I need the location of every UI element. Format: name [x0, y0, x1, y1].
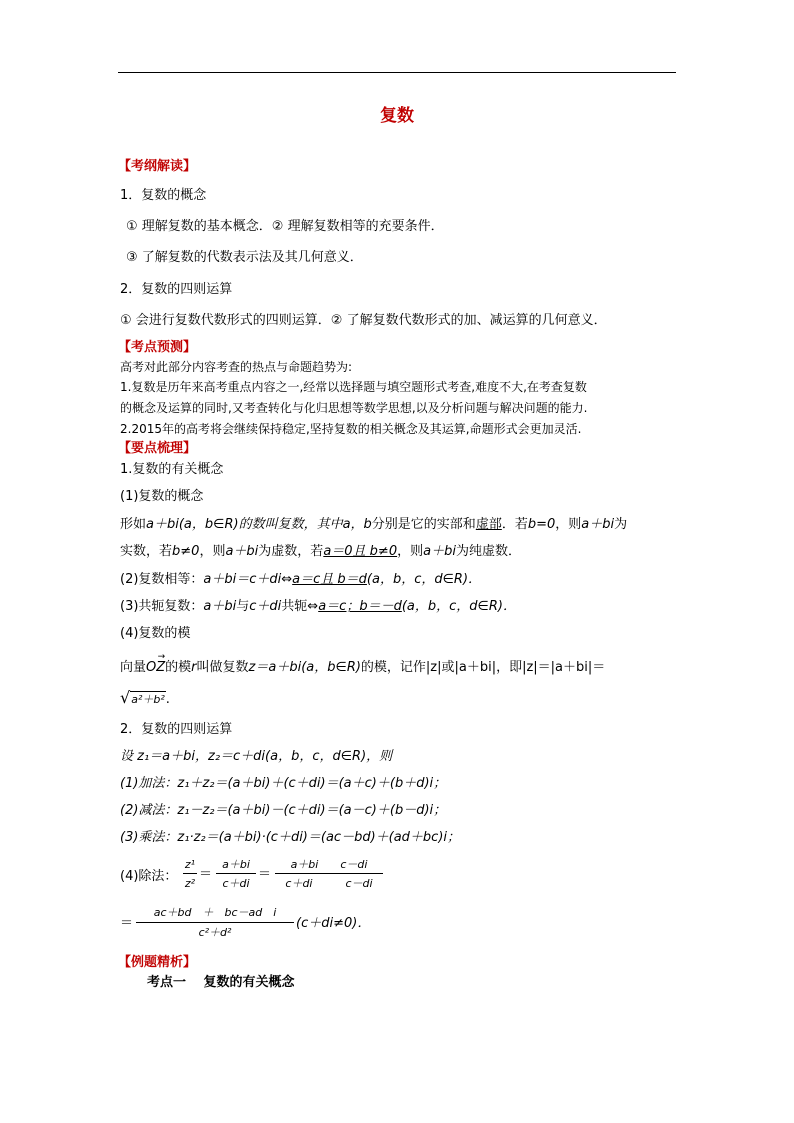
frac-3-denominator: c＋di c－di — [285, 877, 373, 890]
page-title: 复数 — [380, 106, 414, 126]
sqrt-expression — [120, 690, 170, 706]
prediction-line-4: 2.2015年的高考将会继续保持稳定,坚持复数的相关概念及其运算,命题形式会更加灵活. — [120, 422, 582, 436]
equality-line — [120, 573, 481, 586]
math: a＋bi(a，b∈R)的数叫复数，其中 — [146, 517, 343, 532]
frac-4-denominator: c²＋d² — [198, 926, 232, 939]
text: 分别是它的实部和 — [371, 517, 476, 532]
math: a＋bi — [225, 544, 259, 559]
blank-answer: 虚部 — [475, 517, 502, 532]
header-rule — [118, 72, 676, 73]
addition-line: (1)加法：z₁＋z₂＝(a＋bi)＋(c＋di)＝(a＋c)＋(b＋d)i； — [120, 776, 447, 791]
division-condition: (c＋di≠0)． — [296, 916, 371, 931]
text: (2)复数相等： — [120, 572, 204, 587]
frac-4-numerator: ac＋bd ＋ bc－ad i — [153, 906, 277, 919]
text: (3)共轭复数： — [120, 599, 204, 614]
frac-3-numerator: a＋bi c－di — [290, 858, 368, 871]
math: c＋di — [249, 599, 282, 614]
math: a＋bi＝c＋di⇔ — [203, 572, 293, 587]
text: 共轭⇔ — [281, 599, 319, 614]
text: 与 — [236, 599, 250, 614]
math: OZ — [146, 660, 166, 675]
section-heading-examples: 【例题精析】 — [118, 955, 197, 970]
math: b=0 — [527, 517, 556, 532]
text: 向量 — [120, 660, 147, 675]
arithmetic-heading: 2．复数的四则运算 — [120, 722, 233, 737]
text: ，则 — [555, 517, 582, 532]
syllabus-line-5: ① 会进行复数代数形式的四则运算．② 了解复数代数形式的加、减运算的几何意义． — [120, 313, 607, 328]
text: 为纯虚数． — [455, 544, 521, 559]
division-label: (4)除法： — [120, 869, 178, 884]
text: . — [165, 692, 170, 707]
math: a＋bi — [423, 544, 456, 559]
prediction-line-3: 的概念及运算的同时,又考查转化与化归思想等数学思想,以及分析问题与解决问题的能力. — [120, 401, 588, 415]
frac-2-bar — [216, 873, 256, 874]
conjugate-line — [120, 600, 516, 613]
equals-1: ＝ — [199, 867, 213, 882]
frac-1-bar — [183, 873, 197, 874]
equals-3: ＝ — [120, 916, 134, 931]
topic-one-heading: 考点一 复数的有关概念 — [147, 975, 295, 990]
arithmetic-setup: 设 z₁＝a＋bi，z₂＝c＋di(a，b，c，d∈R)，则 — [120, 749, 393, 764]
frac-2-denominator: c＋di — [222, 877, 250, 890]
syllabus-line-1: 1．复数的概念 — [120, 188, 207, 203]
text: ，则 — [199, 544, 226, 559]
vector-oz — [146, 652, 166, 675]
section-heading-key-points: 【要点梳理】 — [118, 441, 197, 456]
syllabus-line-3: ③ 了解复数的代数表示法及其几何意义． — [126, 250, 363, 265]
definition-line-2 — [120, 545, 521, 558]
text: 叫做复数 — [196, 660, 249, 675]
subtraction-line: (2)减法：z₁－z₂＝(a＋bi)－(c＋di)＝(a－c)＋(b－d)i； — [120, 803, 447, 818]
frac-1-numerator: z¹ — [184, 858, 196, 871]
text: ．若 — [501, 517, 528, 532]
math: a，b — [342, 517, 372, 532]
vector-arrow-icon: → — [157, 652, 166, 662]
math: r — [191, 660, 197, 675]
math: a＋bi — [203, 599, 237, 614]
frac-3-bar — [275, 873, 383, 874]
text: 实数，若 — [120, 544, 173, 559]
math: (a，b，c，d∈R)． — [401, 599, 516, 614]
key-points-line-2: (1)复数的概念 — [120, 489, 204, 504]
equals-2: ＝ — [258, 867, 272, 882]
key-points-line-1: 1.复数的有关概念 — [120, 462, 224, 477]
prediction-line-1: 高考对此部分内容考查的热点与命题趋势为: — [120, 360, 353, 374]
text: 的模 — [165, 660, 192, 675]
math: b≠0 — [172, 544, 200, 559]
text: 为 — [614, 517, 628, 532]
frac-1-denominator: z² — [184, 877, 196, 890]
text: 的模，记作|z|或|a＋bi|，即|z|＝|a＋bi|＝ — [360, 660, 606, 675]
frac-2-numerator: a＋bi — [222, 858, 250, 871]
section-heading-prediction: 【考点预测】 — [118, 340, 197, 355]
frac-4-bar — [136, 922, 294, 923]
prediction-line-2: 1.复数是历年来高考重点内容之一,经常以选择题与填空题形式考查,难度不大,在考查复数 — [120, 380, 587, 394]
text: ，则 — [397, 544, 424, 559]
syllabus-line-2: ① 理解复数的基本概念．② 理解复数相等的充要条件． — [126, 219, 444, 234]
math: (a，b，c，d∈R)． — [366, 572, 482, 587]
multiplication-line: (3)乘法：z₁·z₂＝(a＋bi)·(c＋di)＝(ac－bd)＋(ad＋bc)i； — [120, 830, 461, 845]
blank-answer: a＝c；b＝－d — [318, 599, 402, 614]
text: 形如 — [120, 517, 147, 532]
math: a²＋b² — [131, 693, 165, 706]
modulus-heading: (4)复数的模 — [120, 626, 191, 641]
syllabus-line-4: 2．复数的四则运算 — [120, 282, 233, 297]
section-heading-syllabus: 【考纲解读】 — [118, 159, 197, 174]
blank-answer: a＝0且 b≠0 — [323, 544, 398, 559]
math: z＝a＋bi(a，b∈R) — [248, 660, 361, 675]
definition-line-1 — [120, 518, 627, 531]
sqrt-icon: √ — [120, 688, 131, 707]
text: 为虚数，若 — [258, 544, 324, 559]
blank-answer: a＝c且 b＝d — [292, 572, 367, 587]
modulus-line — [120, 652, 606, 675]
math: a＋bi — [581, 517, 615, 532]
